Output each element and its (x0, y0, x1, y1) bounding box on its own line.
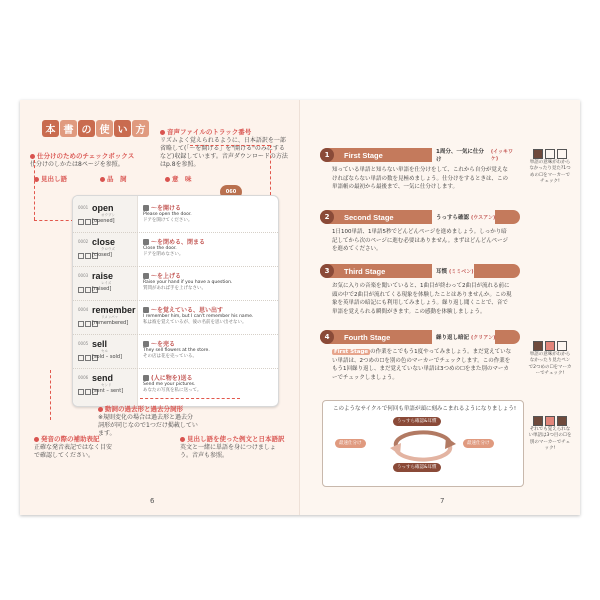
verb-forms: [raised] (92, 286, 112, 292)
annotation-heading: 動詞の過去形と過去分詞形 (105, 405, 183, 413)
side-note-text: 単語の意味がわからなかったり見たペンで2つめの☐をマーカーでチェック! (528, 352, 572, 376)
title-char: 書 (60, 120, 77, 137)
pronunciation: セル (101, 349, 108, 353)
pronunciation: センド (101, 383, 112, 387)
cycle-step-right: 最速仕分け (463, 439, 494, 448)
stage-kana: (ミミベン) (449, 268, 474, 275)
stage-label: Third Stage (344, 266, 386, 276)
verb-icon (143, 341, 149, 347)
stage-desc-text: 耳慣 (436, 269, 448, 275)
stage-desc-text: 繰り返し暗記 (436, 335, 470, 341)
cycle-step-left: 最速仕分け (335, 439, 366, 448)
example-en: Please open the door. (143, 212, 192, 217)
stage-desc-text: うっすら確認 (436, 215, 470, 221)
stage-number: 3 (320, 264, 334, 278)
verb-forms: [sent – sent] (92, 388, 124, 394)
entry-number: 0004 (78, 307, 89, 312)
example-en: Send me your pictures. (143, 382, 196, 387)
leader-line (50, 370, 51, 420)
title-char: 使 (96, 120, 113, 137)
meaning (143, 237, 205, 246)
entry-number: 0006 (78, 375, 89, 380)
side-note (528, 148, 572, 185)
verb-forms: [sold – sold] (92, 354, 123, 360)
example-en: I remember him, but I can't remember his name. (143, 314, 254, 319)
stage-desc (432, 264, 474, 278)
page-title (42, 120, 149, 137)
example-en: Close the door. (143, 246, 177, 251)
headword: remember (92, 305, 136, 315)
annotation-body: 仕分けのしかたは8ページを参照。 (30, 160, 124, 168)
annotation-heading: 発音の際の補助表記 (41, 435, 100, 443)
leader-line (270, 145, 271, 195)
annotation-example (180, 435, 285, 460)
verb-forms: [opened] (92, 218, 115, 224)
title-char: の (78, 120, 95, 137)
entry-number: 0001 (78, 205, 89, 210)
verb-icon (143, 375, 149, 381)
pronunciation: レイズ (101, 281, 112, 285)
pronunciation: クロウズ (101, 247, 115, 251)
entry-number: 0005 (78, 341, 89, 346)
verb-forms: [remembered] (92, 320, 129, 326)
annotation-pos (100, 175, 127, 184)
checkbox-sample (528, 415, 572, 427)
stage-highlight: First Stage (334, 349, 369, 355)
title-char: 方 (132, 120, 149, 137)
meaning-text: 〜を閉める、閉まる (151, 239, 206, 246)
meaning-text: 〜を覚えている、思い出す (151, 307, 224, 314)
headword: open (92, 203, 114, 213)
stage-body-text: の作業をこでもう1度やってみましょう。まだ覚えていない単語は、2つめの☐を別の色のマーカーでチェックします。この作業をもう1回繰り返し、まだ覚えていない単語は3つめの☐をまた別のマーカーでチェックしましょう。 (332, 349, 512, 381)
annotation-body: 英文と一緒に単語を身につけましょう。音声も参照。 (180, 443, 276, 459)
stage-body: 知っている単語と知らない単語を仕分けをして、これから自分が覚えなければならない単語の数を見極めましょう。仕分けをするときは、この単語帳の最初から最後まで、一気に仕分けします。 (332, 167, 509, 191)
stage-header (320, 330, 520, 344)
checkbox-sample (528, 148, 572, 160)
side-note (528, 415, 572, 452)
page-number: 6 (150, 497, 155, 505)
verb-icon (143, 273, 149, 279)
stage-body: お気に入りの音楽を聞いていると、1曲目が終わって2曲目が流れる前に頭の中で2曲目が流れてくる現象を体験したことはありませんか。この現象を英単語の暗記にも利用してみましょう。繰り返し聞くことで、音で単語を覚えられる瞬間がきます。この感動を体験しましょう。 (332, 283, 512, 315)
stage-desc (432, 148, 520, 162)
stage-body (332, 348, 512, 382)
example (143, 348, 210, 361)
example-en: Raise your hand if you have a question. (143, 280, 233, 285)
title-char: い (114, 120, 131, 137)
stage-number: 1 (320, 148, 334, 162)
pronunciation: リメンバァ (101, 315, 119, 319)
stage-desc-text: 1周分、一気に仕分け (436, 149, 484, 163)
page-number: 7 (440, 497, 445, 505)
annotation-pronunciation (34, 435, 112, 460)
annotation-heading: 音声ファイルのトラック番号 (167, 128, 252, 136)
headword: sell (92, 339, 108, 349)
annotation-headword (34, 175, 67, 184)
sample-entry-card (72, 195, 279, 407)
verb-icon (143, 239, 149, 245)
leader-line (34, 160, 35, 220)
cycle-arrows-icon (388, 429, 458, 463)
headword: close (92, 237, 116, 247)
right-page (300, 100, 580, 515)
example-ja: 質問があれば手を上げなさい。 (143, 286, 206, 292)
example-en: They sell flowers at the store. (143, 348, 210, 353)
leader-line (190, 145, 270, 146)
headword: send (92, 373, 114, 383)
pronunciation: オウプン (101, 213, 115, 217)
annotation-heading: 見出し語 (41, 175, 67, 183)
example-ja: ドアを開けてください。 (143, 218, 193, 224)
stage-header (320, 264, 520, 278)
entry-row (73, 268, 278, 301)
stage-header (320, 210, 520, 224)
example (143, 382, 201, 395)
meaning (143, 203, 181, 212)
left-page (20, 100, 300, 515)
cycle-caption: このようなサイクルで何回も単語が頭に刻みこまれるようになりましょう! (333, 406, 517, 412)
verb-icon (143, 205, 149, 211)
annotation-past-forms (98, 405, 198, 438)
stage-body: 1日100単語、1単語5秒でどんどんページを進めましょう。しっかり暗記してから次のページに進む必要はありません。まずはどんどんページを進めてください。 (332, 229, 509, 253)
meaning-text: (人に物を)送る (151, 375, 193, 382)
audio-track-badge: 060 (220, 185, 242, 199)
annotation-heading: 見出し語を使った例文と日本語訳 (187, 435, 285, 443)
annotation-meaning (165, 175, 192, 184)
cycle-step-top: うっすら確認&耳慣 (393, 417, 441, 426)
stage-label: Fourth Stage (344, 332, 391, 342)
annotation-heading: 意 味 (172, 175, 192, 183)
entry-row (73, 336, 278, 369)
annotation-body: ※規則変化の場合は過去形と過去分詞形が同じなので1つだけ掲載しています。 (98, 413, 198, 437)
entry-row (73, 302, 278, 335)
meaning (143, 339, 175, 348)
meaning (143, 305, 223, 314)
side-note-text: 単語の意味がわからなかったり見た?1つめの☐をマーカーでチェック! (529, 160, 571, 184)
example-ja: あなたの写真を私に送って。 (143, 388, 202, 394)
cycle-step-bottom: うっすら確認&耳慣 (393, 463, 441, 472)
example-ja: その店は花を売っている。 (143, 354, 197, 360)
stage-label: First Stage (344, 150, 383, 160)
annotation-heading: 品 詞 (107, 175, 127, 183)
example-ja: 私は彼を覚えているが、彼の名前を思い出せない。 (143, 320, 247, 326)
leader-line (140, 398, 240, 399)
meaning-text: 〜を上げる (151, 273, 182, 280)
annotation-checkbox (30, 152, 160, 169)
example-ja: ドアを閉めなさい。 (143, 252, 184, 258)
example (143, 280, 232, 293)
annotation-body: 正確な発音表記ではなく目安で確認してください。 (34, 443, 113, 459)
entry-number: 0003 (78, 273, 89, 278)
entry-number: 0002 (78, 239, 89, 244)
meaning (143, 373, 193, 382)
stage-kana: (クリアン) (471, 334, 496, 341)
side-note-text: それでも覚えられない単語は3つ目の☐を別のマーカーでチェック! (528, 427, 572, 451)
headword: raise (92, 271, 114, 281)
example (143, 212, 192, 225)
example (143, 314, 253, 327)
stage-desc (432, 210, 495, 224)
side-note (528, 340, 572, 377)
meaning (143, 271, 181, 280)
verb-forms: [closed] (92, 252, 112, 258)
entry-row (73, 234, 278, 267)
title-char: 本 (42, 120, 59, 137)
entry-row (73, 200, 278, 233)
book-spread (20, 100, 580, 515)
stage-kana: (ウスアン) (471, 214, 496, 221)
annotation-body: リズムよく覚えられるように、日本語訳を一部省略して(「〜を開ける」を"開ける"のみにするなど)収録しています。音声ダウンロードの方法はp.8を参照。 (160, 136, 288, 169)
stage-kana: (イッキワケ) (490, 149, 513, 162)
stage-number: 2 (320, 210, 334, 224)
stage-number: 4 (320, 330, 334, 344)
verb-icon (143, 307, 149, 313)
cycle-diagram (322, 400, 524, 487)
meaning-text: 〜を開ける (151, 205, 182, 212)
stage-desc (432, 330, 495, 344)
stage-label: Second Stage (344, 212, 394, 222)
leader-line (34, 220, 74, 221)
stage-header (320, 148, 520, 162)
checkbox-sample (528, 340, 572, 352)
annotation-heading: 仕分けのためのチェックボックス (37, 152, 135, 160)
meaning-text: 〜を売る (151, 341, 176, 348)
example (143, 246, 183, 259)
